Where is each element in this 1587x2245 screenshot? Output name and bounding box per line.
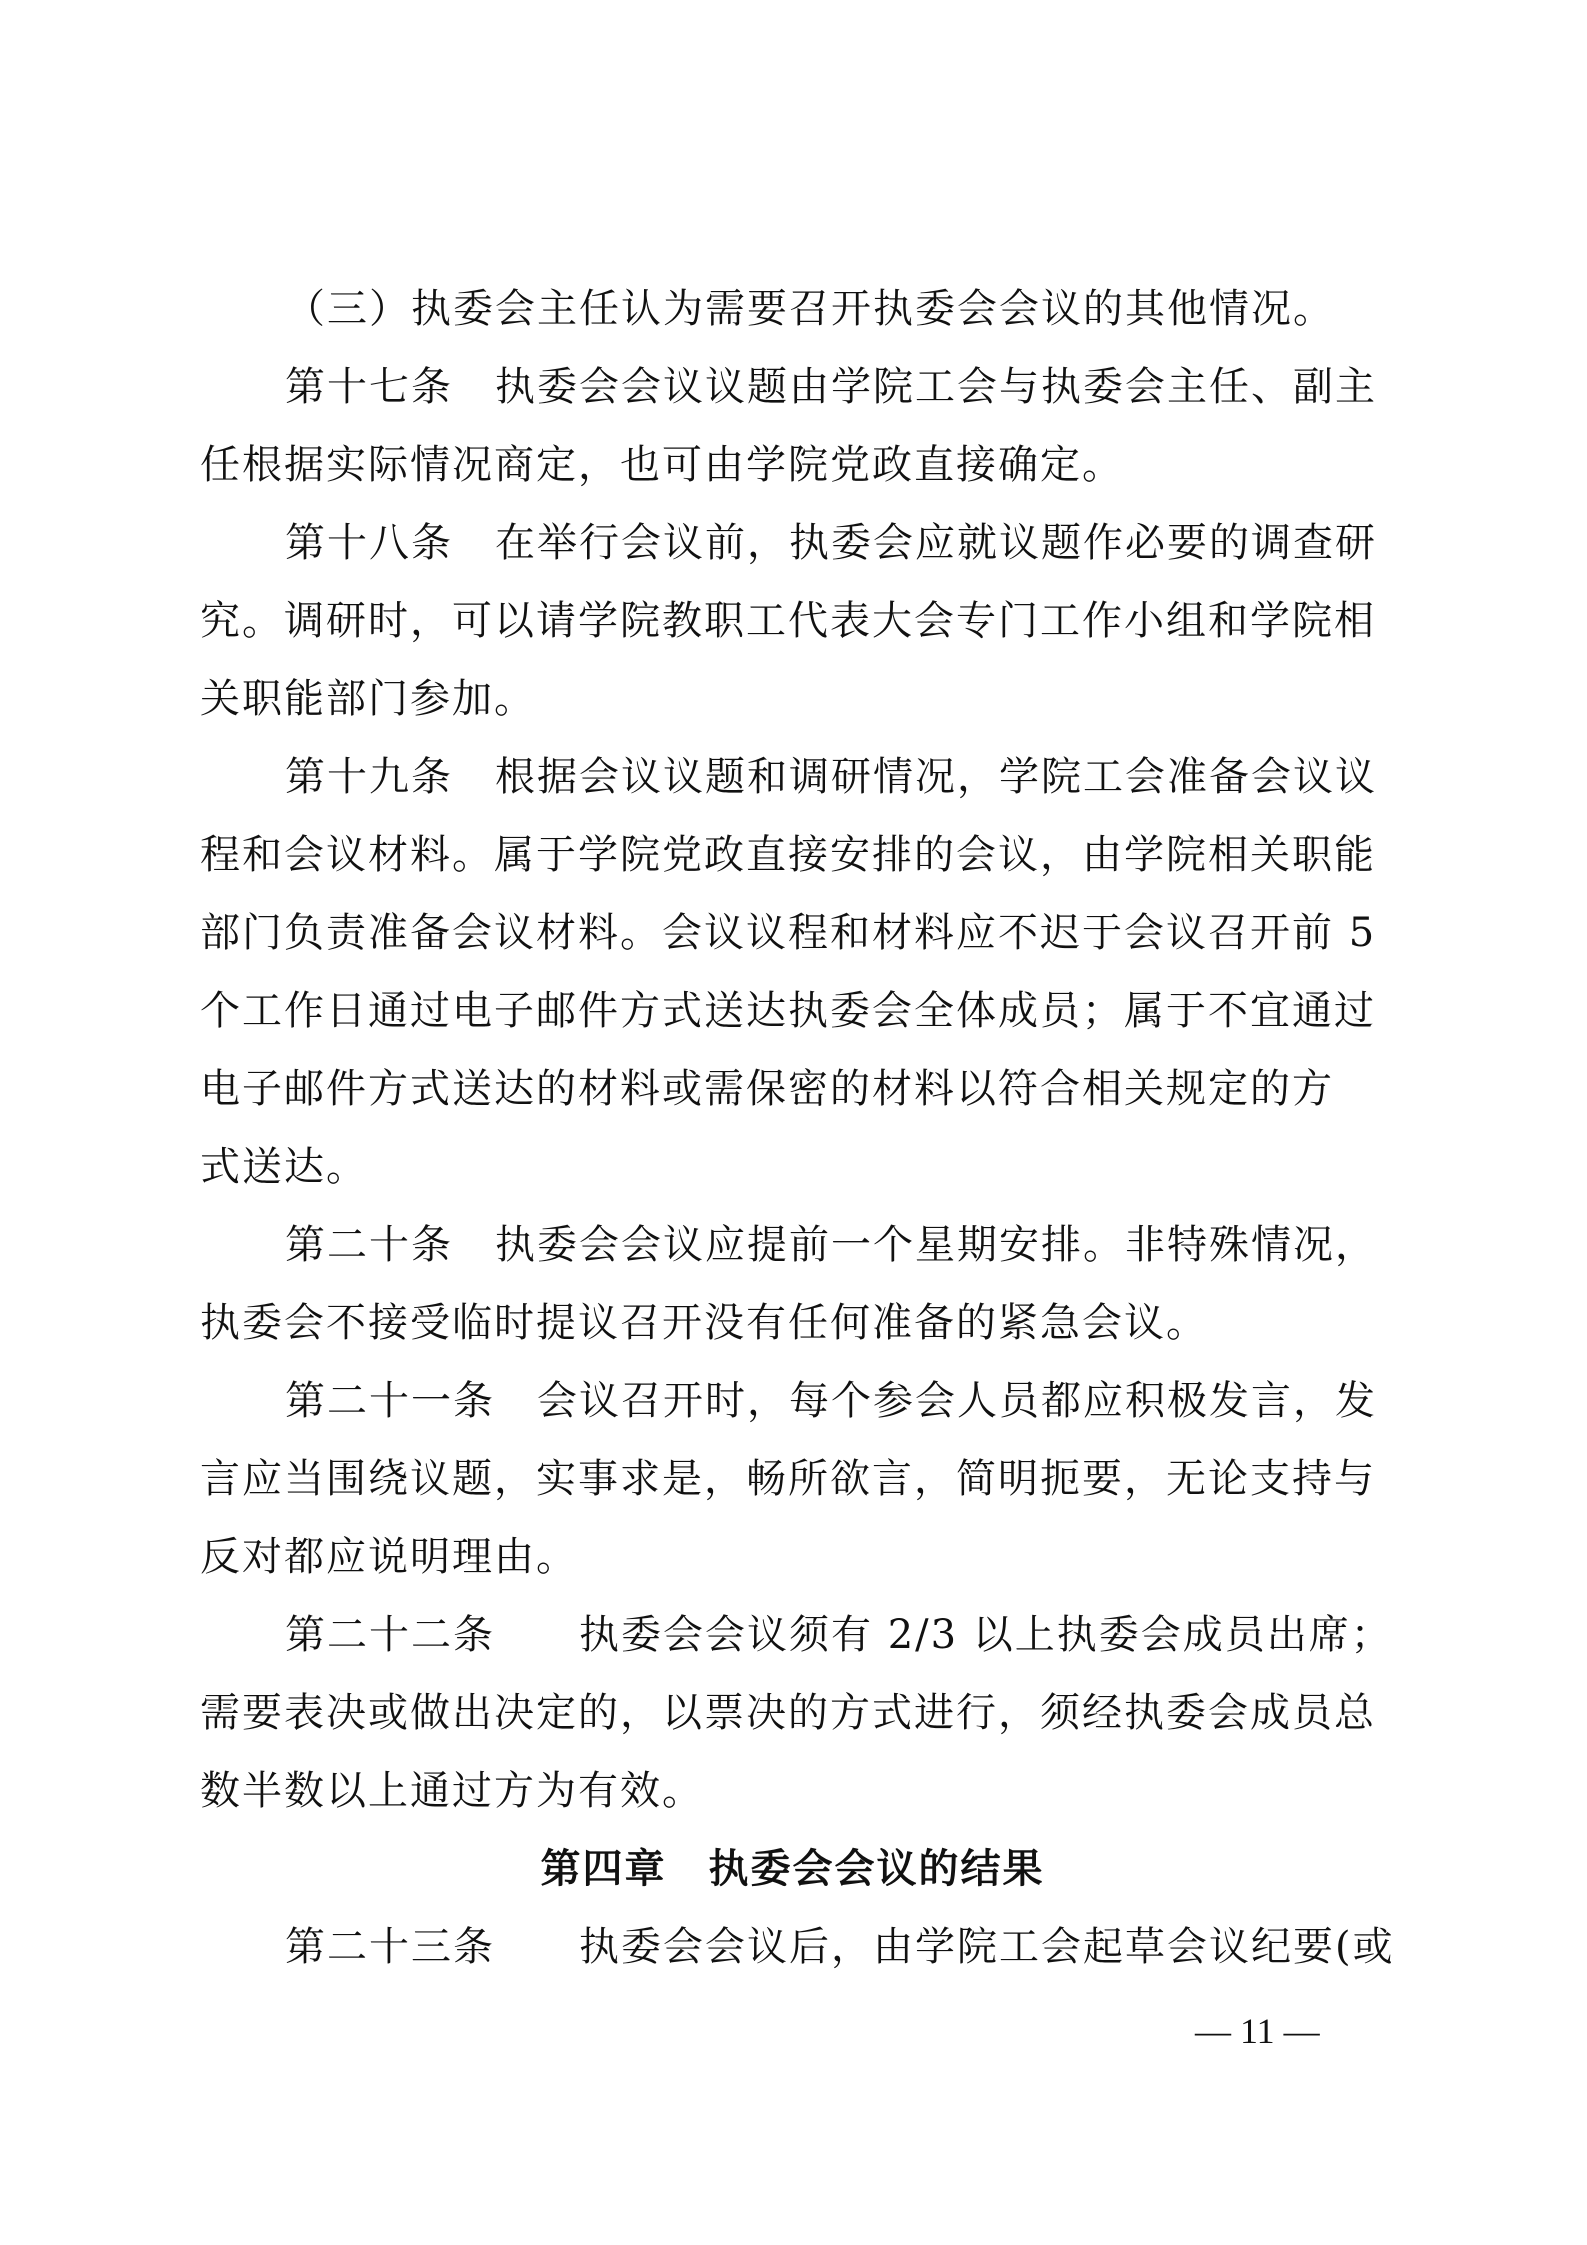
document-page (200, 270, 1395, 1986)
article-20-line-2: 执委会不接受临时提议召开没有任何准备的紧急会议。 (200, 1300, 1208, 1346)
page-number: — 11 — (1195, 2011, 1320, 2051)
article-17-line-1: 第十七条 执委会会议议题由学院工会与执委会主任、副主 (285, 364, 1377, 410)
article-19-line-2: 程和会议材料。属于学院党政直接安排的会议，由学院相关职能 (200, 832, 1376, 878)
article-22-line-2: 需要表决或做出决定的，以票决的方式进行，须经执委会成员总 (200, 1690, 1376, 1736)
article-19-line-6: 式送达。 (200, 1144, 368, 1190)
article-20-line-1: 第二十条 执委会会议应提前一个星期安排。非特殊情况， (285, 1222, 1377, 1268)
article-22-line-1: 第二十二条 执委会会议须有 2/3 以上执委会成员出席； (285, 1612, 1393, 1658)
article-19-line-1: 第十九条 根据会议议题和调研情况，学院工会准备会议议 (285, 754, 1377, 800)
article-21-line-2: 言应当围绕议题，实事求是，畅所欲言，简明扼要，无论支持与 (200, 1456, 1376, 1502)
paragraph-line: （三）执委会主任认为需要召开执委会会议的其他情况。 (285, 286, 1335, 332)
article-21-line-3: 反对都应说明理由。 (200, 1534, 578, 1580)
article-17-line-2: 任根据实际情况商定，也可由学院党政直接确定。 (200, 442, 1124, 488)
article-18-line-3: 关职能部门参加。 (200, 676, 536, 722)
article-19-line-5: 电子邮件方式送达的材料或需保密的材料以符合相关规定的方 (200, 1066, 1334, 1112)
chapter-heading: 第四章 执委会会议的结果 (540, 1846, 1045, 1892)
article-18-line-1: 第十八条 在举行会议前，执委会应就议题作必要的调查研 (285, 520, 1377, 566)
article-21-line-1: 第二十一条 会议召开时，每个参会人员都应积极发言，发 (285, 1378, 1377, 1424)
article-18-line-2: 究。调研时，可以请学院教职工代表大会专门工作小组和学院相 (200, 598, 1376, 644)
article-22-line-3: 数半数以上通过方为有效。 (200, 1768, 704, 1814)
article-23-line-1: 第二十三条 执委会会议后，由学院工会起草会议纪要(或 (285, 1924, 1395, 1970)
article-19-line-3: 部门负责准备会议材料。会议议程和材料应不迟于会议召开前 5 (200, 910, 1377, 956)
article-19-line-4: 个工作日通过电子邮件方式送达执委会全体成员；属于不宜通过 (200, 988, 1376, 1034)
